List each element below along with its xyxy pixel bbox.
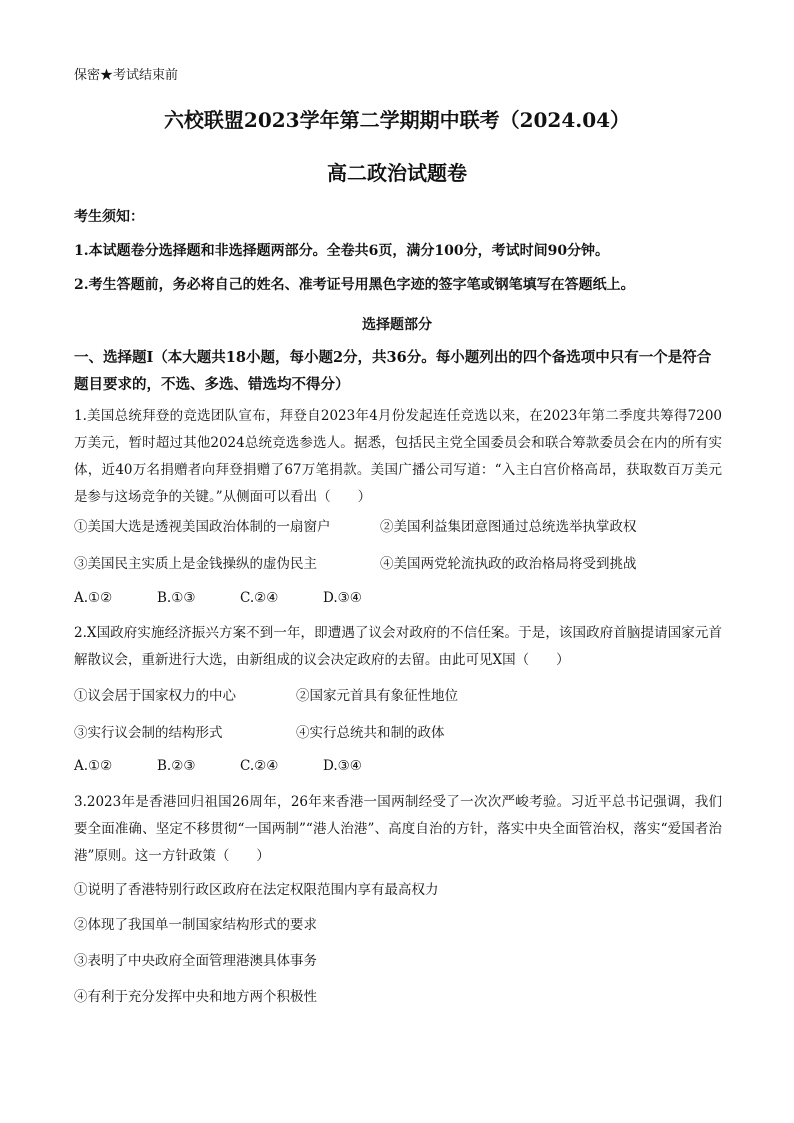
question-2-option-3: ③实行议会制的结构形式 <box>74 725 223 741</box>
question-1-option-2: ②美国利益集团意图通过总统选举执掌政权 <box>380 519 637 535</box>
question-3-option-2: ②体现了我国单一制国家结构形式的要求 <box>74 917 317 933</box>
question-2-text: 2.X国政府实施经济振兴方案不到一年，即遭遇了议会对政府的不信任案。于是，该国政府首脑提请国家元首解散议会，重新进行大选，由新组成的议会决定政府的去留。由此可见X国（ ） <box>74 625 722 668</box>
question-3-option-3: ③表明了中央政府全面管理港澳具体事务 <box>74 953 317 969</box>
question-2-answer-a: A.①② <box>74 758 113 774</box>
question-1-answer-b: B.①③ <box>157 590 196 606</box>
question-2-answer-c: C.②④ <box>240 758 279 774</box>
question-1-text: 1.美国总统拜登的竞选团队宣布，拜登自2023年4月份发起连任竞选以来，在2023年第二季度共筹得7200万美元，暂时超过其他2024总统竞选参选人。据悉，包括民主党全国委员会和联合筹款委员会在内的所有实体，近40万名捐赠者向拜登捐赠了67万笔捐款。美国广播公司写道：“入主白宫价格高昂，获取数百万美元是参与这场竞争的关键。”从侧面可以看出（ ） <box>74 408 722 505</box>
question-2-option-4: ④实行总统共和制的政体 <box>296 725 445 741</box>
exam-subtitle: 高二政治试题卷 <box>327 161 467 185</box>
notice-heading: 考生须知： <box>74 209 144 225</box>
question-1-answer-c: C.②④ <box>240 590 279 606</box>
question-2-answer-d: D.③④ <box>323 758 362 774</box>
exam-title: 六校联盟2023学年第二学期期中联考（2024.04） <box>163 108 631 132</box>
section-title: 选择题部分 <box>362 317 432 333</box>
question-2-option-2: ②国家元首具有象征性地位 <box>296 688 458 704</box>
question-1-option-3: ③美国民主实质上是金钱操纵的虚伪民主 <box>74 556 317 572</box>
question-3-option-1: ①说明了香港特别行政区政府在法定权限范围内享有最高权力 <box>74 882 439 898</box>
notice-item-1: 1.本试题卷分选择题和非选择题两部分。全卷共6页，满分100分，考试时间90分钟。 <box>74 243 610 259</box>
confidential-label: 保密★考试结束前 <box>74 68 179 83</box>
question-3-text: 3.2023年是香港回归祖国26周年，26年来香港一国两制经受了一次次严峻考验。习近平总书记强调，我们要全面准确、坚定不移贯彻“一国两制”“港人治港”、高度自治的方针，落实中央全面管治权，落实“爱国者治港”原则。这一方针政策（ ） <box>74 794 722 864</box>
part1-header: 一、选择题Ⅰ（本大题共18小题，每小题2分，共36分。每小题列出的四个备选项中只有一个是符合题目要求的，不选、多选、错选均不得分） <box>74 349 712 393</box>
question-3-option-4: ④有利于充分发挥中央和地方两个积极性 <box>74 989 317 1005</box>
question-1-answer-a: A.①② <box>74 590 113 606</box>
question-2-option-1: ①议会居于国家权力的中心 <box>74 688 236 704</box>
question-2-answer-b: B.②③ <box>157 758 196 774</box>
question-1-answer-d: D.③④ <box>323 590 362 606</box>
notice-item-2: 2.考生答题前，务必将自己的姓名、准考证号用黑色字迹的签字笔或钢笔填写在答题纸上。 <box>74 277 635 293</box>
question-1-option-4: ④美国两党轮流执政的政治格局将受到挑战 <box>380 556 637 572</box>
question-1-option-1: ①美国大选是透视美国政治体制的一扇窗户 <box>74 519 331 535</box>
